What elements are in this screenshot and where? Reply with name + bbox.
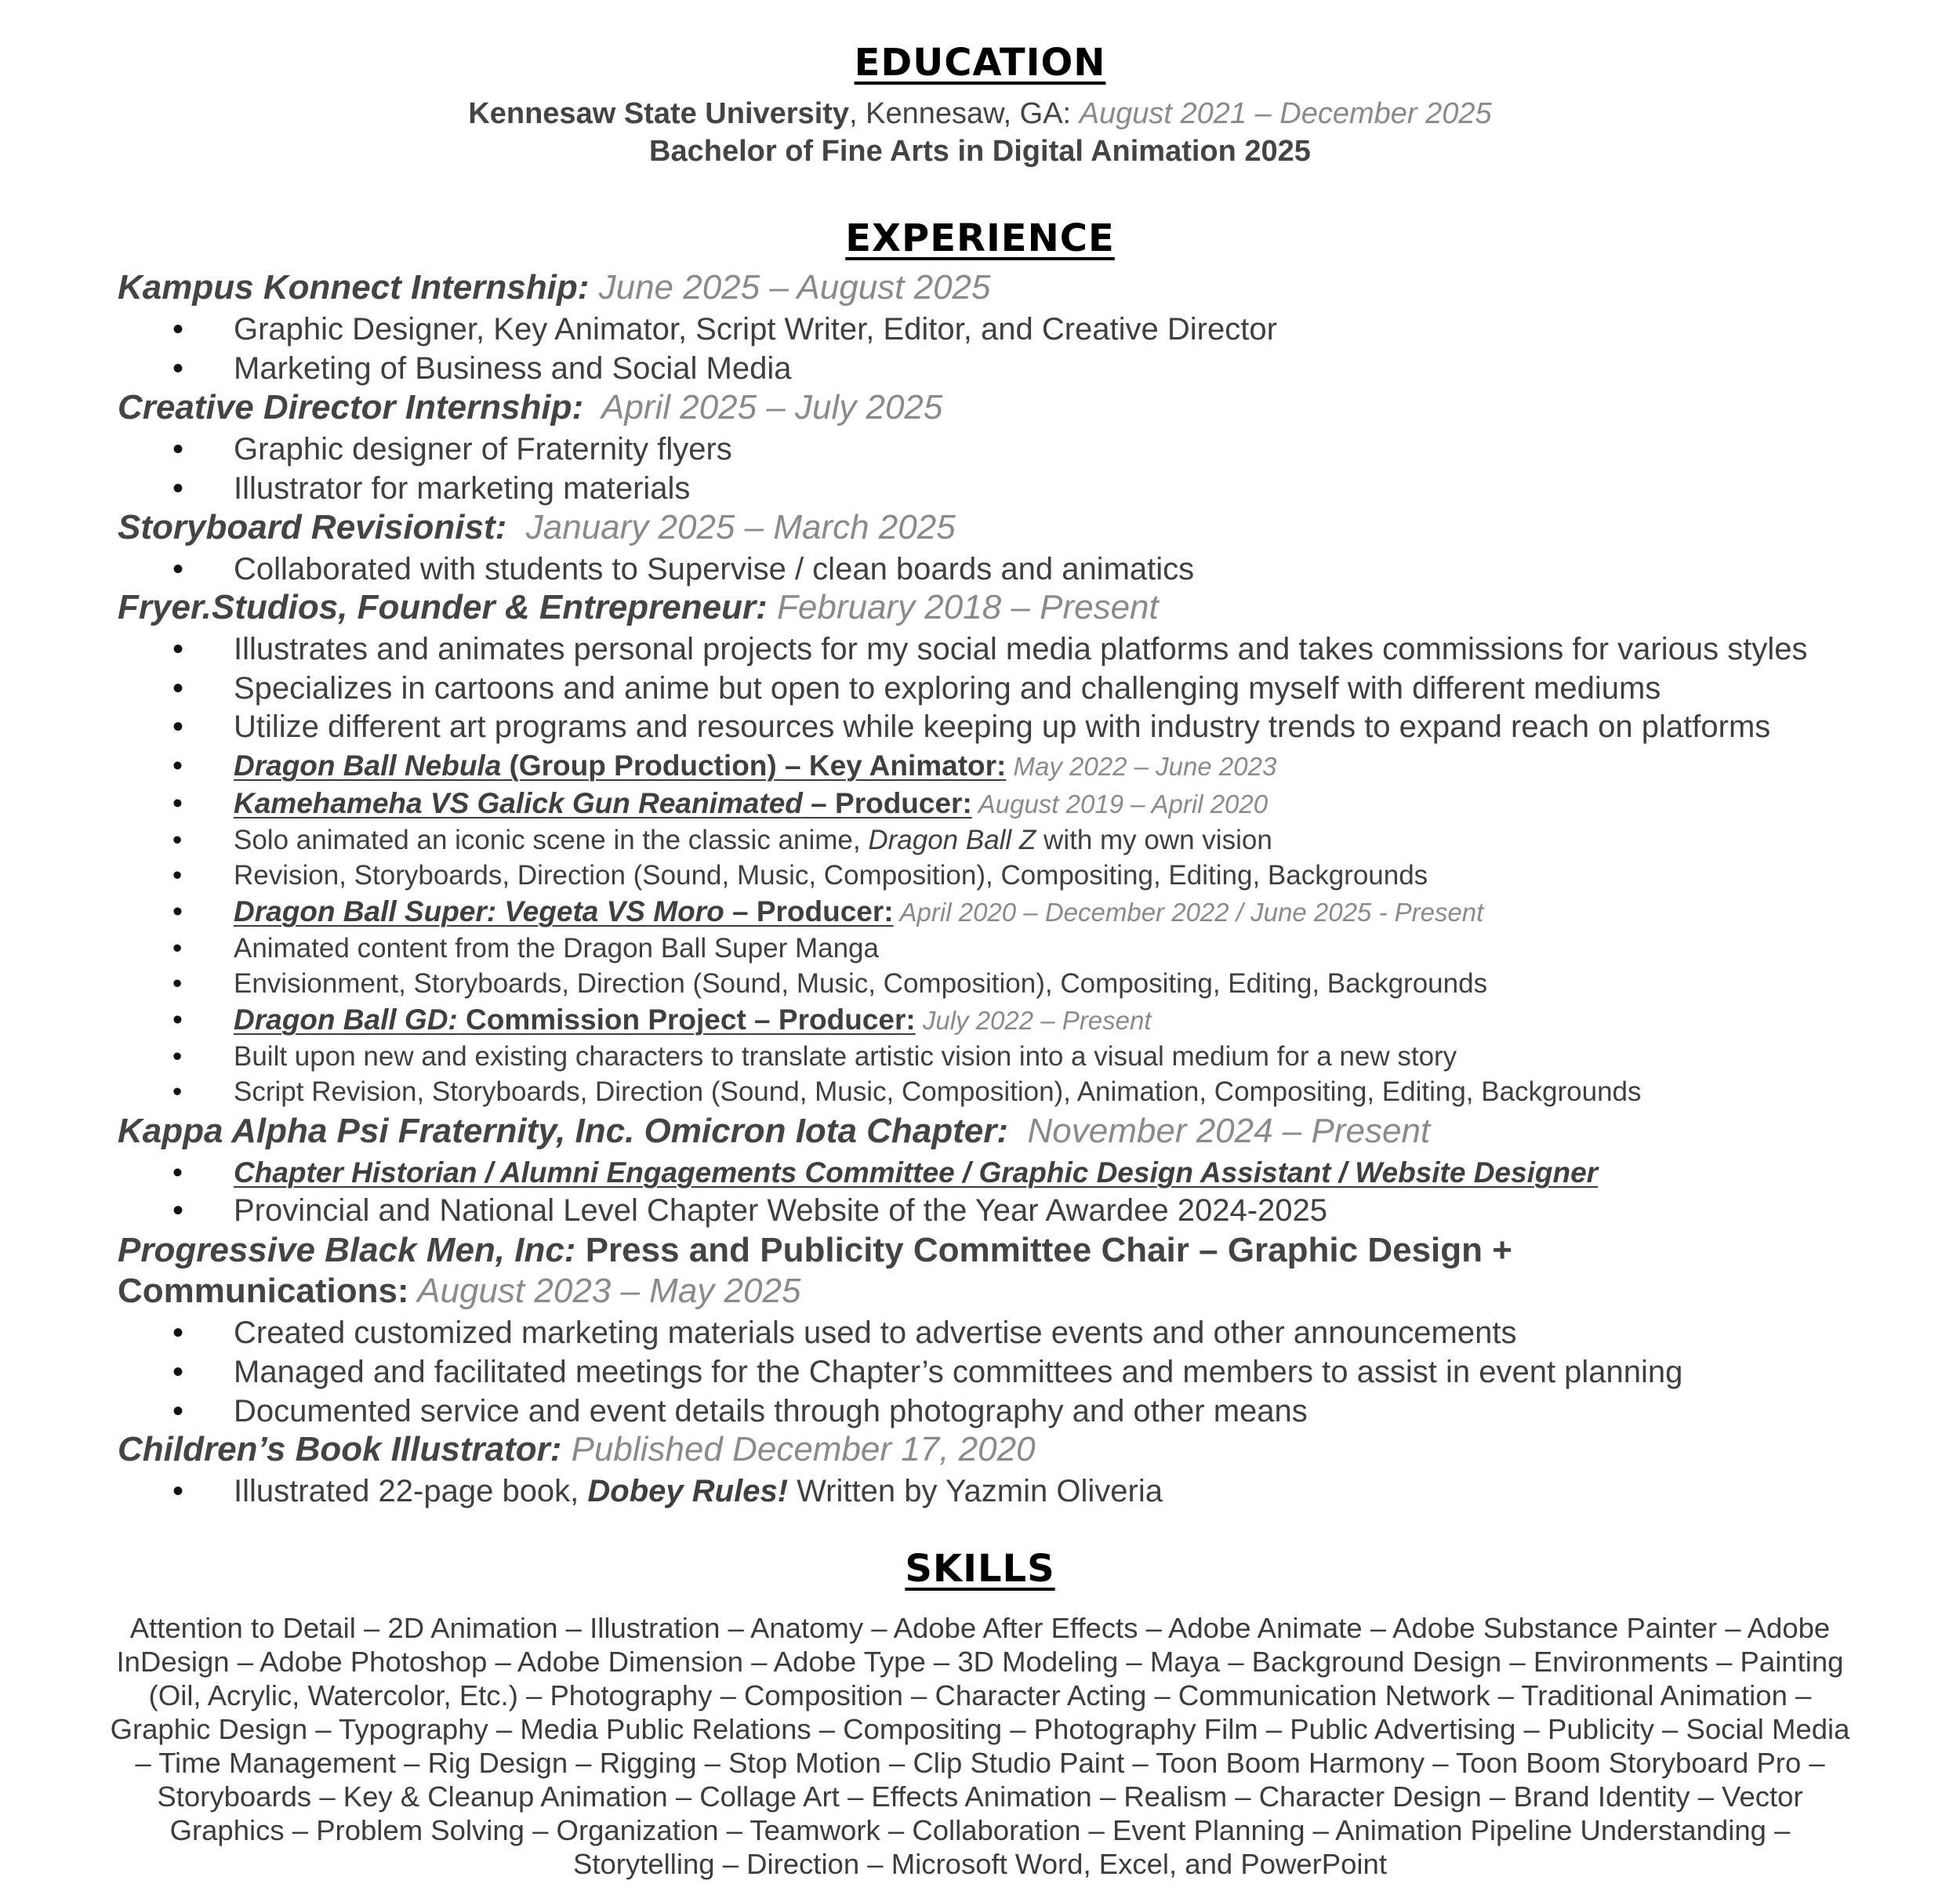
job-title: Creative Director Internship: bbox=[118, 388, 584, 426]
job-progressive-black-men: Progressive Black Men, Inc: Press and Publicity Committee Chair – Graphic Design + bbox=[118, 1231, 1512, 1269]
degree: Bachelor of Fine Arts in Digital Animation 2025 bbox=[649, 135, 1311, 168]
job-title: Progressive Black Men, Inc: bbox=[118, 1231, 576, 1269]
job-dates: April 2025 – July 2025 bbox=[583, 388, 943, 426]
job-dates: January 2025 – March 2025 bbox=[506, 508, 956, 546]
experience-heading: EXPERIENCE bbox=[845, 216, 1115, 260]
job-dates: June 2025 – August 2025 bbox=[589, 268, 991, 307]
job-childrens-book bbox=[118, 1430, 1036, 1469]
job-title: Fryer.Studios, Founder & Entrepreneur: bbox=[118, 588, 768, 626]
job-pbm-line2: Communications: August 2023 – May 2025 bbox=[118, 1272, 801, 1310]
job-title: Storyboard Revisionist: bbox=[118, 508, 507, 546]
job-title: Kampus Konnect Internship: bbox=[118, 268, 590, 307]
job-dates: August 2023 – May 2025 bbox=[408, 1272, 801, 1310]
job-kappa-alpha-psi bbox=[118, 1112, 1430, 1151]
education-school-line bbox=[0, 97, 1960, 131]
skills-heading: SKILLS bbox=[905, 1547, 1055, 1591]
job-dates: November 2024 – Present bbox=[1008, 1112, 1431, 1150]
school-location: , Kennesaw, GA: bbox=[849, 97, 1080, 130]
education-heading: EDUCATION bbox=[854, 41, 1106, 85]
job-storyboard-revisionist bbox=[118, 508, 956, 547]
job-creative-director bbox=[118, 388, 942, 427]
job-title: Kappa Alpha Psi Fraternity, Inc. Omicron Iota Chapter: bbox=[118, 1112, 1009, 1150]
job-kampus bbox=[118, 268, 991, 307]
job-dates: February 2018 – Present bbox=[767, 588, 1159, 626]
school-dates: August 2021 – December 2025 bbox=[1079, 97, 1492, 130]
job-dates: Published December 17, 2020 bbox=[561, 1430, 1036, 1468]
job-title: Children’s Book Illustrator: bbox=[118, 1430, 562, 1468]
job-fryer-studios bbox=[118, 588, 1159, 627]
resume-page: EDUCATION Kennesaw State University, Kennesaw, GA: August 2021 – December 2025 Bachelor of Fine Arts in Digital Animation 2025 EXPERIENCE Kampus Konnect Internship: June 2025 – August 2025 Graphic Designer, Key Animator, Script Writer, Editor, and Creative Director Marketing of Business and Social Media Creative Director Internship: April 2025 – July 2025 Graphic designer of Fraternity flyers Illustrator for marketing materials Storyboard Revisionist: January 2025 – March 2025 Collaborated with students to Supervise / clean boards and animatics Fryer.Studios, Founder & Entrepreneur: February 2018 – Present Illustrates and animates personal projects for my social media platforms and takes commissions for various styles Specializes in cartoons and anime but open to exploring and challenging myself with different mediums Utilize different art programs and resources while keeping up with industry trends to expand reach on platforms Dragon Ball Nebula (Group Production) – Key Animator: May 2022 – June 2023 Kamehameha VS Galick Gun Reanimated – Producer: August 2019 – April 2020 Solo animated an iconic scene in the classic anime, Dragon Ball Z with my own vision Revision, Storyboards, Direction (Sound, Music, Composition), Compositing, Editing, Backgrounds Dragon Ball Super: Vegeta VS Moro – Producer: April 2020 – December 2022 / June 2025 - Present Animated content from the Dragon Ball Super Manga Envisionment, Storyboards, Direction (Sound, Music, Composition), Compositing, Editing, Backgrounds Dragon Ball GD: Commission Project – Producer: July 2022 – Present Built upon new and existing characters to translate artistic vision into a visual medium for a new story Script Revision, Storyboards, Direction (Sound, Music, Composition), Animation, Compositing, Editing, Backgrounds Kappa Alpha Psi Fraternity, Inc. Omicron Iota Chapter: November 2024 – Present Chapter Historian / Alumni Engagements Committee / Graphic Design Assistant / Website Designer Provincial and National Level Chapter Website of the Year Awardee 2024-2025 Progressive Black Men, Inc: Press and Publicity Committee Chair – Graphic Design + Communications: August 2023 – May 2025 Created customized marketing materials used to advertise events and other announcements Managed and facilitated meetings for the Chapter’s committees and members to assist in event planning Documented service and event details through photography and other means Children’s Book Illustrator: Published December 17, 2020 Illustrated 22-page book, Dobey Rules! Written by Yazmin Oliveria SKILLS Attention to Detail – 2D Animation – Illustration – Anatomy – Adobe After Effects – Adobe Animate – Adobe Substance Painter – Adobe InDesign – Adobe Photoshop – Adobe Dimension – Adobe Type – 3D Modeling – Maya – Background Design – Environments – Painting (Oil, Acrylic, Watercolor, Etc.) – Photography – Composition – Character Acting – Communication Network – Traditional Animation – Graphic Design – Typography – Media Public Relations – Compositing – Photography Film – Public Advertising – Publicity – Social Media – Time Management – Rig Design – Rigging – Stop Motion – Clip Studio Paint – Toon Boom Harmony – Toon Boom Storyboard Pro – Storyboards – Key & Cleanup Animation – Collage Art – Effects Animation – Realism – Character Design – Brand Identity – Vector Graphics – Problem Solving – Organization – Teamwork – Collaboration – Event Planning – Animation Pipeline Understanding – Storytelling – Direction – Microsoft Word, Excel, and PowerPoint bbox=[0, 0, 1960, 1891]
school-name: Kennesaw State University bbox=[468, 97, 850, 130]
skills-list: Attention to Detail – 2D Animation – Illustration – Anatomy – Adobe After Effects – Adobe Animate – Adobe Substance Painter – Adobe InDesign – Adobe Photoshop – Adobe Dimension – Adobe Type – 3D Modeling – Maya – Background Design – Environments – Painting (Oil, Acrylic, Watercolor, Etc.) – Photography – Composition – Character Acting – Communication Network – Traditional Animation – Graphic Design – Typography – Media Public Relations – Compositing – Photography Film – Public Advertising – Publicity – Social Media – Time Management – Rig Design – Rigging – Stop Motion – Clip Studio Paint – Toon Boom Harmony – Toon Boom Storyboard Pro – Storyboards – Key & Cleanup Animation – Collage Art – Effects Animation – Realism – Character Design – Brand Identity – Vector Graphics – Problem Solving – Organization – Teamwork – Collaboration – Event Planning – Animation Pipeline Understanding – Storytelling – Direction – Microsoft Word, Excel, and PowerPoint bbox=[110, 1612, 1850, 1880]
